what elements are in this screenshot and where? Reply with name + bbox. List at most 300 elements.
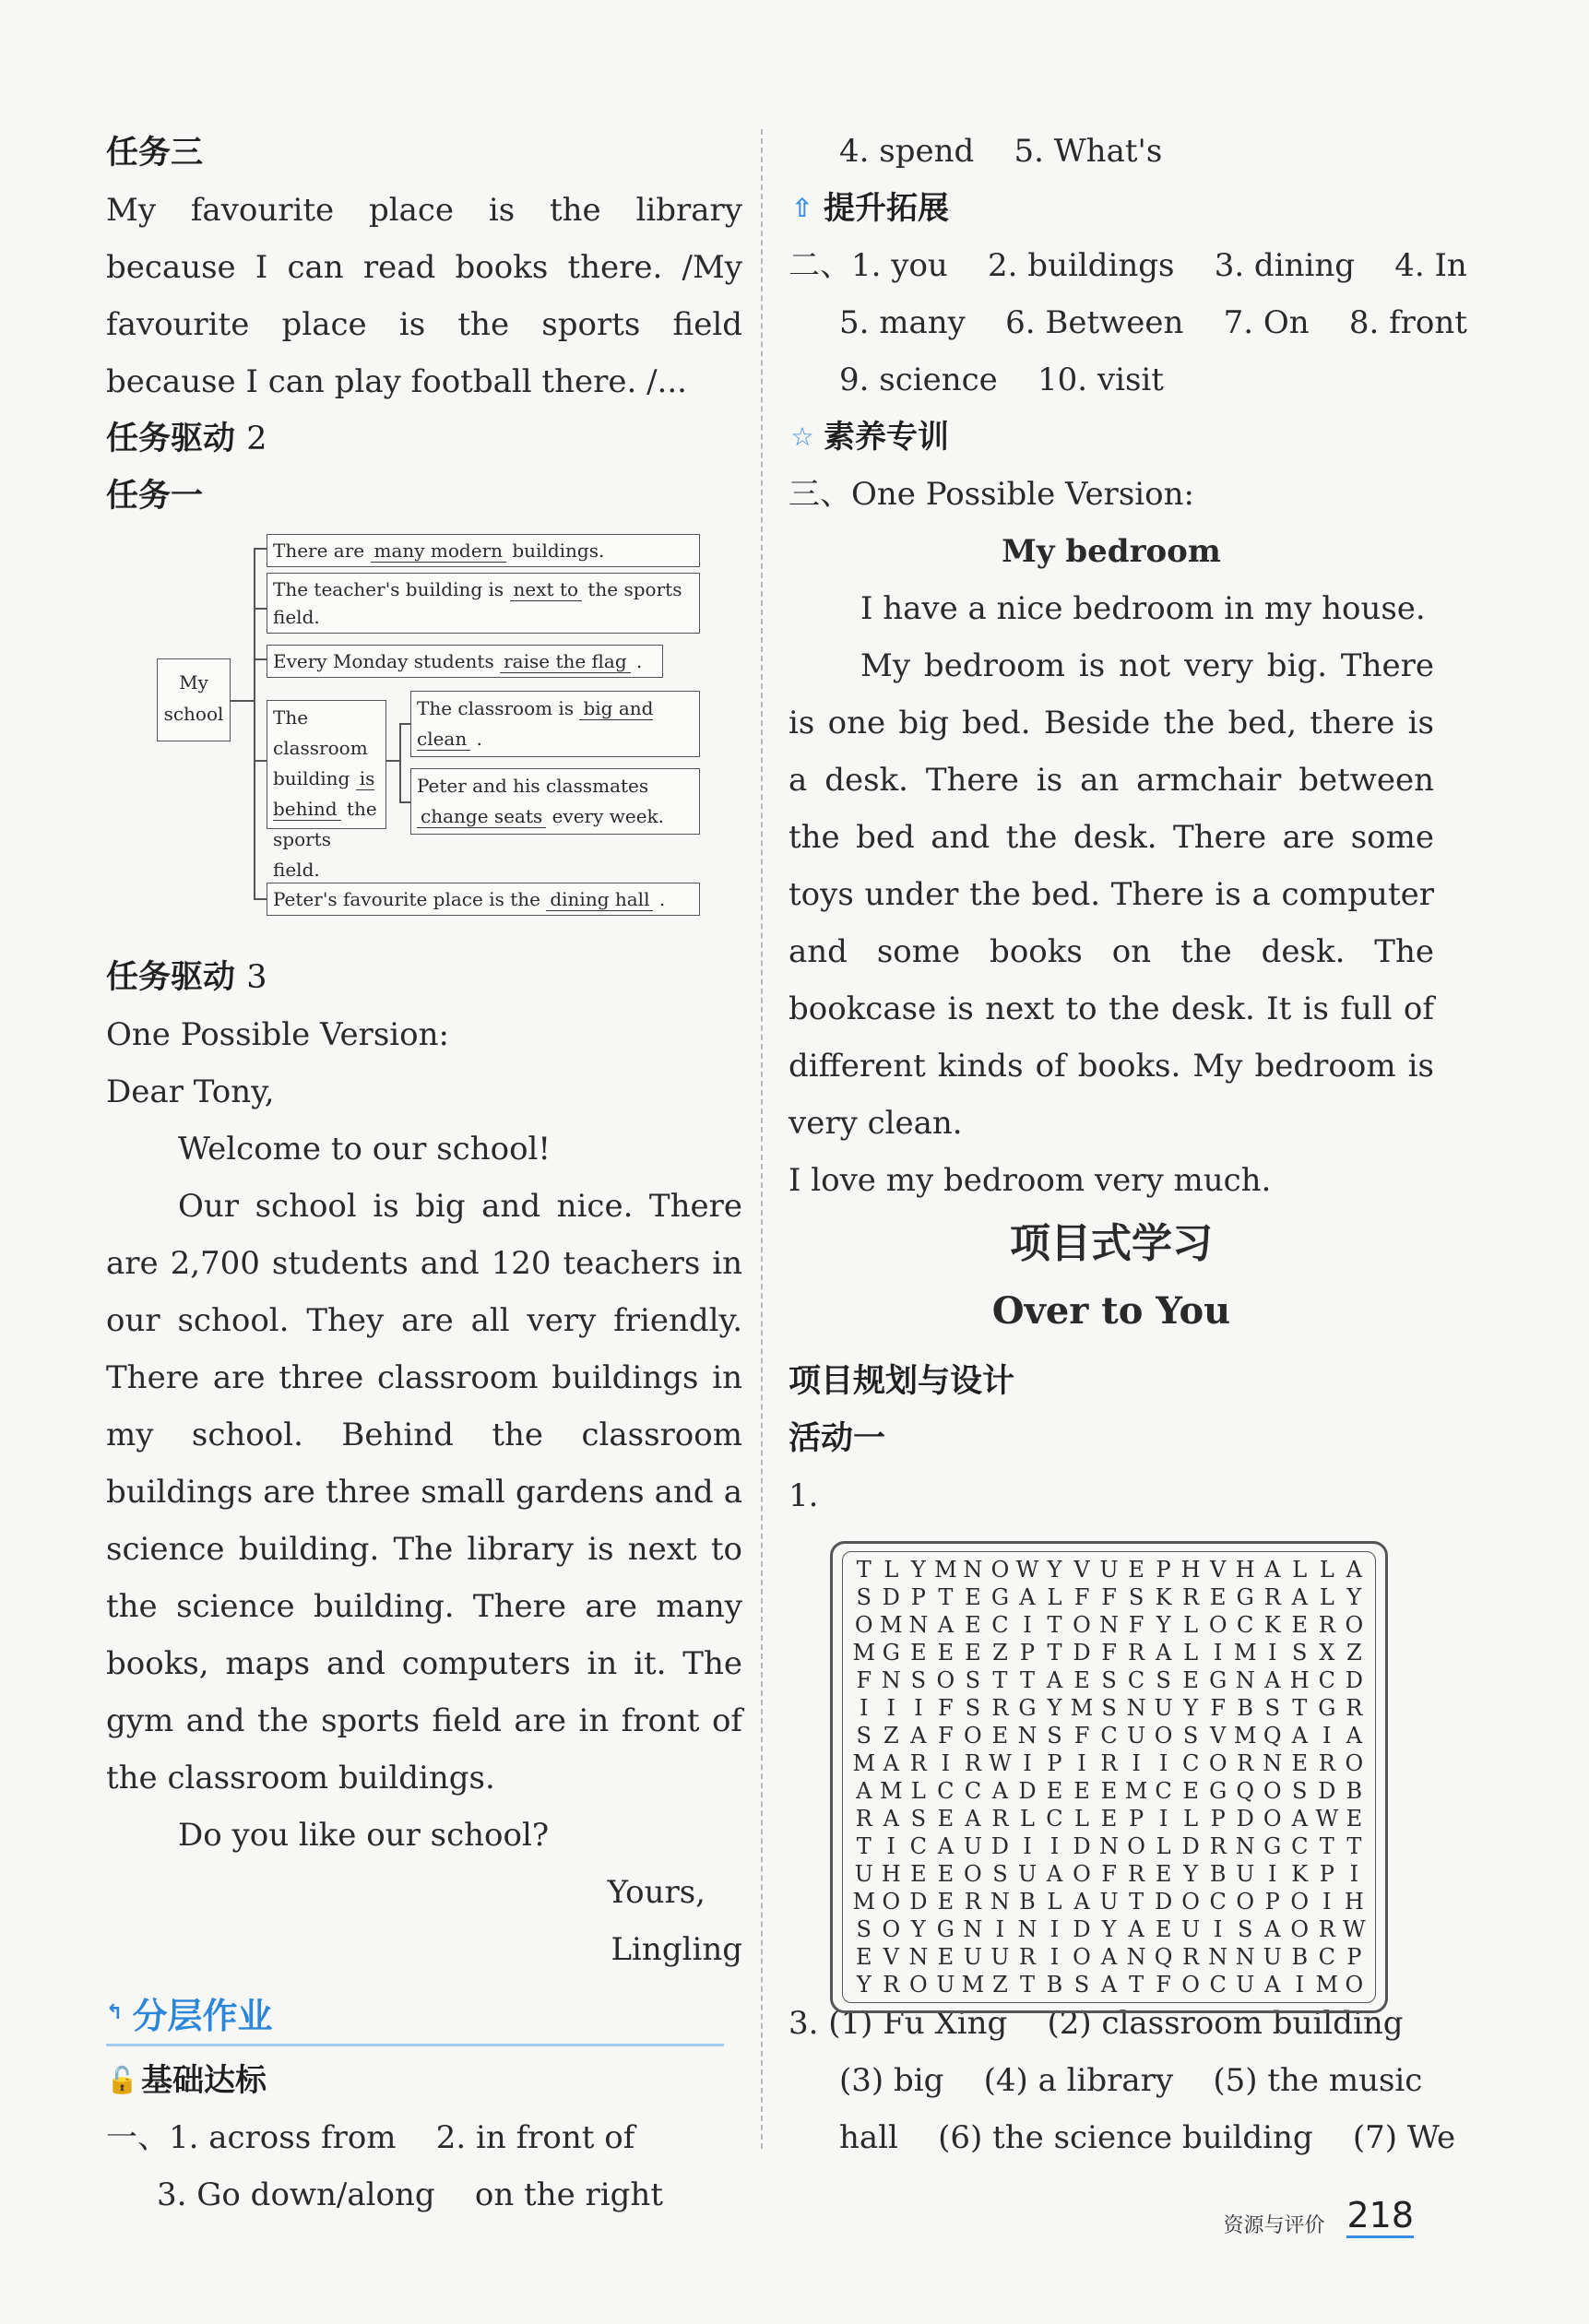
word-search-letter: T	[1129, 1972, 1144, 1998]
word-search-letter: O	[1345, 1612, 1364, 1638]
word-search-letter: F	[938, 1723, 954, 1749]
word-search-letter: M	[880, 1612, 903, 1638]
word-search-letter: V	[883, 1944, 899, 1970]
word-search-letter: R	[991, 1806, 1009, 1832]
mm-branch-3	[267, 645, 663, 678]
word-search-letter: F	[1101, 1640, 1117, 1666]
word-search-letter: O	[882, 1916, 901, 1942]
letter-body: Our school is big and nice. There are 2,700 students and 120 teachers in our school. They are all very friendly. There are three classroom buildings in my school. Behind the classroom buildings are three small gardens and a science building. The library is next to the science building. There are many books, maps and computers in it. The gym and the sports field are in front of the classroom buildings.	[106, 1188, 742, 1796]
mm-answer: raise the flag	[500, 650, 631, 673]
layered-homework-header	[106, 1987, 724, 2046]
word-search-letter: Y	[856, 1972, 872, 1998]
word-search-letter: L	[883, 1557, 899, 1583]
quality-title: 素养专训	[824, 419, 949, 456]
mm-center: My school	[157, 658, 231, 741]
word-search-letter: S	[856, 1584, 872, 1610]
word-search-letter: C	[1237, 1612, 1254, 1638]
word-search-letter: Q	[1236, 1778, 1255, 1804]
word-search-letter: O	[1236, 1889, 1255, 1915]
word-search-letter: E	[1182, 1778, 1199, 1804]
word-search-letter: Y	[1346, 1584, 1362, 1610]
word-search-letter: E	[1046, 1778, 1063, 1804]
word-search-letter: W	[989, 1750, 1012, 1776]
word-search-letter: K	[1263, 1612, 1281, 1638]
word-search-row	[850, 1749, 1368, 1777]
word-search-letter: H	[1235, 1557, 1255, 1583]
word-search-letter: U	[1099, 1557, 1119, 1583]
word-search-letter: R	[1318, 1750, 1335, 1776]
word-search-letter: E	[856, 1944, 872, 1970]
letter-welcome: Welcome to our school!	[178, 1131, 551, 1168]
word-search-letter: I	[1077, 1750, 1086, 1776]
word-search-letter: O	[1073, 1861, 1091, 1887]
word-search-letter: T	[856, 1557, 872, 1583]
mm-answer: big and clean	[417, 697, 654, 750]
word-search-letter: U	[854, 1861, 873, 1887]
answer-3-line-2: (3) big (4) a library (5) the music	[839, 2062, 1423, 2099]
word-search-letter: O	[1290, 1916, 1310, 1942]
mm-connector	[386, 760, 399, 762]
task1-heading: 任务一	[106, 478, 204, 515]
mm-text: There are	[273, 540, 365, 562]
mm-branch-5	[267, 883, 700, 916]
word-search-letter: Y	[910, 1916, 926, 1942]
word-search-letter: H	[881, 1861, 901, 1887]
word-search-letter: U	[1154, 1695, 1173, 1721]
word-search-letter: Z	[883, 1723, 899, 1749]
answer-1-line-1: 一、1. across from 2. in front of	[106, 2119, 635, 2156]
word-search-row	[850, 1915, 1368, 1943]
word-search-letter: L	[1074, 1806, 1089, 1832]
word-search-letter: F	[1156, 1972, 1171, 1998]
word-search-letter: O	[1345, 1750, 1364, 1776]
layered-icon: ↰	[106, 2001, 124, 2024]
word-search-letter: R	[1318, 1916, 1335, 1942]
word-search-row	[850, 1832, 1368, 1860]
word-search-letter: O	[936, 1667, 955, 1693]
word-search-letter: L	[1183, 1806, 1199, 1832]
word-search-letter: A	[1019, 1584, 1036, 1610]
answer-2-line-1: 二、1. you 2. buildings 3. dining 4. In	[789, 247, 1467, 284]
word-search-letter: P	[1346, 1944, 1362, 1970]
word-search-letter: I	[860, 1695, 869, 1721]
word-search-letter: T	[1346, 1833, 1362, 1859]
mm-text: The classroom building	[273, 706, 368, 789]
word-search-letter: A	[965, 1806, 981, 1832]
word-search-letter: Q	[1154, 1944, 1173, 1970]
mm-trunk	[254, 548, 255, 898]
word-search-letter: Y	[1047, 1557, 1062, 1583]
word-search-letter: S	[1292, 1640, 1308, 1666]
word-search-letter: M	[1070, 1695, 1094, 1721]
word-search-letter: S	[1182, 1723, 1199, 1749]
word-search-letter: B	[1019, 1889, 1036, 1915]
word-search-letter: E	[1073, 1778, 1090, 1804]
q1-number: 1.	[789, 1477, 819, 1514]
essay-p3: I love my bedroom very much.	[789, 1162, 1272, 1199]
word-search-letter: G	[1209, 1667, 1227, 1693]
word-search-letter: E	[965, 1584, 981, 1610]
word-search-letter: N	[1263, 1750, 1283, 1776]
word-search-letter: O	[1263, 1806, 1282, 1832]
word-search-letter: Z	[992, 1640, 1008, 1666]
word-search-letter: Y	[1047, 1695, 1062, 1721]
word-search-letter: A	[910, 1723, 927, 1749]
word-search-letter: N	[1099, 1612, 1120, 1638]
mm-connector	[254, 608, 267, 610]
word-search-letter: I	[1267, 1861, 1277, 1887]
word-search-letter: G	[1236, 1584, 1254, 1610]
word-search-letter: P	[1156, 1557, 1171, 1583]
school-mind-map	[106, 525, 742, 949]
word-search-letter: O	[854, 1612, 873, 1638]
word-search-letter: R	[1128, 1640, 1145, 1666]
word-search-letter: A	[1073, 1889, 1090, 1915]
word-search-letter: A	[1046, 1861, 1063, 1887]
word-search-letter: I	[1349, 1861, 1359, 1887]
plan-heading: 项目规划与设计	[789, 1363, 1015, 1400]
word-search-letter: F	[1101, 1584, 1117, 1610]
word-search-letter: A	[883, 1806, 899, 1832]
word-search-letter: A	[1155, 1640, 1172, 1666]
word-search-letter: G	[1018, 1695, 1037, 1721]
column-divider	[761, 129, 763, 2149]
task3-heading: 任务三	[106, 135, 204, 172]
word-search-letter: V	[1210, 1723, 1227, 1749]
word-search-letter: M	[1233, 1723, 1257, 1749]
word-search-letter: K	[1291, 1861, 1309, 1887]
word-search-letter: Y	[910, 1557, 926, 1583]
letter-version: One Possible Version:	[106, 1016, 449, 1053]
word-search-letter: I	[1322, 1889, 1332, 1915]
drive3-number: 3	[246, 959, 267, 996]
word-search-letter: R	[1346, 1695, 1363, 1721]
word-search-letter: G	[1263, 1833, 1282, 1859]
word-search-letter: E	[937, 1806, 955, 1832]
mm-text: .	[658, 888, 666, 910]
word-search-letter: E	[910, 1640, 927, 1666]
word-search-letter: N	[881, 1667, 901, 1693]
word-search-letter: U	[1263, 1944, 1282, 1970]
word-search-letter: N	[1126, 1944, 1146, 1970]
word-search-letter: U	[1236, 1972, 1255, 1998]
word-search-row	[850, 1556, 1368, 1583]
word-search-letter: C	[1181, 1750, 1200, 1776]
word-search-letter: E	[937, 1640, 955, 1666]
mm-answer: dining hall	[546, 888, 653, 911]
word-search-letter: N	[963, 1557, 983, 1583]
word-search-letter: I	[886, 1695, 896, 1721]
word-search-letter: U	[1017, 1861, 1038, 1887]
word-search-letter: G	[990, 1584, 1009, 1610]
word-search-letter: M	[852, 1750, 876, 1776]
word-search-letter: W	[1315, 1806, 1339, 1832]
word-search-letter: A	[991, 1778, 1009, 1804]
word-search-letter: O	[1154, 1723, 1173, 1749]
word-search-letter: P	[1210, 1806, 1226, 1832]
mm-branch-4	[267, 700, 386, 881]
word-search-letter: C	[1209, 1972, 1227, 1998]
word-search-letter: O	[964, 1723, 982, 1749]
answer-cont: 4. spend 5. What's	[839, 133, 1163, 170]
word-search-letter: C	[1155, 1778, 1172, 1804]
project-subtitle: Over to You	[991, 1289, 1231, 1333]
word-search-letter: I	[1213, 1640, 1223, 1666]
word-search-letter: A	[1291, 1584, 1308, 1610]
word-search-letter: I	[1049, 1916, 1060, 1942]
word-search-letter: L	[910, 1778, 926, 1804]
word-search-letter: V	[1073, 1557, 1090, 1583]
word-search-letter: R	[1100, 1750, 1118, 1776]
word-search-letter: I	[1049, 1833, 1060, 1859]
word-search-letter: E	[991, 1723, 1009, 1749]
quality-section-header	[789, 409, 1434, 466]
mm-answer: many modern	[371, 540, 507, 563]
word-search-letter: O	[964, 1861, 982, 1887]
word-search-letter: A	[937, 1612, 955, 1638]
word-search-letter: O	[1073, 1944, 1091, 1970]
word-search-letter: G	[1209, 1778, 1227, 1804]
word-search-letter: F	[1073, 1584, 1090, 1610]
word-search-letter: I	[1267, 1640, 1277, 1666]
word-search-letter: N	[908, 1612, 929, 1638]
word-search-letter: L	[1156, 1833, 1171, 1859]
mm-connector	[254, 658, 267, 660]
word-search-letter: O	[1181, 1972, 1200, 1998]
word-search-letter: E	[965, 1612, 981, 1638]
word-search-letter: D	[990, 1833, 1010, 1859]
letter-closing: Yours,	[607, 1874, 706, 1911]
word-search-letter: M	[961, 1972, 985, 1998]
word-search-letter: C	[909, 1833, 928, 1859]
word-search-letter: N	[1208, 1944, 1228, 1970]
word-search-letter: R	[1182, 1944, 1200, 1970]
word-search-letter: X	[1319, 1640, 1335, 1666]
basic-title: 基础达标	[141, 2062, 267, 2099]
word-search-letter: L	[1319, 1557, 1334, 1583]
mm-connector	[399, 801, 410, 803]
letter-question: Do you like our school?	[178, 1817, 550, 1854]
word-search-letter: T	[1129, 1889, 1144, 1915]
word-search-letter: S	[910, 1806, 927, 1832]
word-search-letter: M	[1233, 1640, 1257, 1666]
essay-p2: My bedroom is not very big. There is one big bed. Beside the bed, there is a desk. There is an armchair between the bed and the desk. There are some toys under the bed. There is a computer and some books on the desk. The bookcase is next to the desk. It is full of different kinds of books. My bedroom is very clean.	[789, 647, 1434, 1142]
mm-connector	[254, 760, 267, 762]
word-search-row	[850, 1943, 1368, 1971]
word-search-row	[850, 1888, 1368, 1915]
word-search-letter: Q	[1263, 1723, 1282, 1749]
word-search-letter: E	[910, 1861, 927, 1887]
word-search-letter: R	[1018, 1944, 1036, 1970]
word-search-letter: L	[1319, 1584, 1334, 1610]
drive2-heading	[106, 410, 742, 468]
mm-branch-1	[267, 534, 700, 567]
word-search-letter: L	[1019, 1806, 1035, 1832]
word-search-letter: A	[1346, 1723, 1362, 1749]
word-search-letter: W	[1342, 1916, 1366, 1942]
word-search-letter: U	[963, 1833, 982, 1859]
word-search-letter: N	[1235, 1667, 1255, 1693]
word-search-letter: N	[1017, 1916, 1038, 1942]
answer-3-line-1: 3. (1) Fu Xing (2) classroom building	[789, 2005, 1404, 2042]
answer-2-line-3: 9. science 10. visit	[839, 362, 1164, 398]
word-search-letter: L	[1183, 1640, 1199, 1666]
word-search-letter: G	[882, 1640, 900, 1666]
word-search-row	[850, 1860, 1368, 1888]
mm-text: The teacher's building is	[273, 578, 504, 600]
word-search-letter: S	[910, 1667, 927, 1693]
word-search-letter: U	[963, 1944, 982, 1970]
word-search-letter: E	[1155, 1861, 1172, 1887]
left-column	[106, 125, 742, 2223]
word-search-grid	[842, 1551, 1376, 2003]
word-search-letter: C	[991, 1612, 1009, 1638]
word-search-letter: L	[1183, 1612, 1199, 1638]
arrow-up-icon: ⇧	[791, 193, 813, 223]
word-search-row	[850, 1639, 1368, 1666]
word-search-letter: A	[1291, 1806, 1308, 1832]
word-search-letter: C	[1100, 1723, 1118, 1749]
word-search-letter: R	[883, 1972, 900, 1998]
word-search-letter: O	[1208, 1750, 1227, 1776]
word-search-letter: I	[995, 1916, 1005, 1942]
word-search-letter: G	[936, 1916, 955, 1942]
word-search-letter: N	[990, 1889, 1010, 1915]
word-search-letter: D	[1073, 1916, 1091, 1942]
word-search-letter: B	[1209, 1861, 1227, 1887]
word-search-letter: I	[1158, 1806, 1168, 1832]
mm-text: Peter and his classmates	[417, 775, 649, 797]
word-search-letter: I	[1158, 1750, 1168, 1776]
word-search-letter: F	[856, 1667, 872, 1693]
answer-2-line-2: 5. many 6. Between 7. On 8. front	[839, 304, 1467, 341]
word-search-letter: O	[1073, 1612, 1091, 1638]
footer-label: 资源与评价	[1223, 2214, 1325, 2237]
word-search	[789, 1524, 1366, 1998]
word-search-letter: M	[852, 1889, 876, 1915]
word-search-letter: S	[1264, 1695, 1280, 1721]
word-search-letter: P	[1129, 1806, 1144, 1832]
word-search-letter: S	[1237, 1916, 1253, 1942]
word-search-row	[850, 1611, 1368, 1639]
word-search-letter: I	[941, 1750, 951, 1776]
word-search-letter: R	[964, 1889, 981, 1915]
word-search-letter: S	[1156, 1667, 1171, 1693]
word-search-letter: N	[1099, 1833, 1120, 1859]
drive2-number: 2	[246, 421, 267, 457]
mm-connector	[399, 723, 410, 725]
word-search-letter: D	[1345, 1667, 1363, 1693]
word-search-letter: O	[1127, 1833, 1145, 1859]
word-search-letter: E	[1128, 1557, 1144, 1583]
mm-connector	[254, 898, 267, 900]
word-search-letter: A	[1128, 1916, 1144, 1942]
word-search-letter: T	[856, 1833, 872, 1859]
word-search-letter: Y	[1183, 1695, 1199, 1721]
word-search-letter: S	[856, 1723, 872, 1749]
word-search-letter: R	[855, 1806, 872, 1832]
word-search-letter: P	[1047, 1750, 1062, 1776]
mm-text: buildings.	[512, 540, 605, 562]
mm-answer: next to	[510, 578, 582, 601]
word-search-letter: C	[1318, 1944, 1335, 1970]
right-column	[789, 123, 1467, 2166]
mm-text: .	[635, 650, 643, 672]
word-search-letter: D	[1236, 1806, 1254, 1832]
letter-name: Lingling	[611, 1931, 742, 1968]
word-search-row	[850, 1722, 1368, 1749]
word-search-letter: T	[1019, 1972, 1035, 1998]
word-search-row	[850, 1805, 1368, 1832]
word-search-row	[850, 1583, 1368, 1611]
word-search-letter: U	[936, 1972, 955, 1998]
word-search-letter: E	[937, 1861, 955, 1887]
mm-text: every week.	[551, 805, 665, 827]
word-search-letter: I	[1295, 1972, 1304, 1998]
word-search-letter: P	[1319, 1861, 1334, 1887]
word-search-letter: O	[1290, 1889, 1310, 1915]
mm-answer: change seats	[417, 805, 546, 828]
word-search-letter: T	[1019, 1667, 1035, 1693]
word-search-letter: O	[908, 1972, 928, 1998]
word-search-letter: O	[1181, 1889, 1200, 1915]
word-search-letter: C	[1127, 1667, 1145, 1693]
word-search-letter: U	[990, 1944, 1010, 1970]
word-search-letter: R	[1237, 1750, 1254, 1776]
word-search-letter: M	[934, 1557, 957, 1583]
word-search-letter: U	[1099, 1889, 1119, 1915]
word-search-letter: M	[1315, 1972, 1339, 1998]
answer-1-line-2: 3. Go down/along on the right	[157, 2176, 663, 2213]
mm-answer: is behind	[273, 767, 375, 820]
essay-title: My bedroom	[1002, 533, 1221, 570]
word-search-frame	[830, 1541, 1388, 2013]
word-search-letter: S	[1101, 1695, 1117, 1721]
word-search-letter: C	[1209, 1889, 1227, 1915]
word-search-letter: A	[1264, 1916, 1281, 1942]
page-footer	[1223, 2195, 1414, 2238]
word-search-letter: R	[1209, 1833, 1227, 1859]
word-search-letter: R	[1318, 1612, 1335, 1638]
word-search-letter: C	[1046, 1806, 1063, 1832]
word-search-letter: N	[1235, 1944, 1255, 1970]
word-search-letter: H	[1180, 1557, 1201, 1583]
word-search-letter: M	[880, 1778, 903, 1804]
word-search-letter: I	[1023, 1833, 1032, 1859]
word-search-letter: E	[1100, 1806, 1118, 1832]
word-search-letter: A	[883, 1750, 899, 1776]
mm-text: Every Monday students	[273, 650, 494, 672]
word-search-letter: C	[1318, 1667, 1335, 1693]
word-search-letter: O	[1208, 1612, 1227, 1638]
word-search-letter: D	[909, 1889, 928, 1915]
extend-section-header	[789, 180, 1434, 237]
mm-sub-trunk	[399, 723, 401, 801]
word-search-letter: E	[1291, 1612, 1309, 1638]
word-search-letter: B	[1346, 1778, 1363, 1804]
word-search-letter: R	[1263, 1584, 1281, 1610]
word-search-letter: T	[1047, 1612, 1062, 1638]
word-search-letter: I	[886, 1833, 896, 1859]
word-search-letter: A	[1346, 1557, 1362, 1583]
word-search-letter: U	[1181, 1916, 1201, 1942]
word-search-row	[850, 1694, 1368, 1722]
word-search-letter: I	[1023, 1612, 1032, 1638]
word-search-letter: R	[1182, 1584, 1200, 1610]
word-search-letter: S	[992, 1861, 1008, 1887]
word-search-letter: Z	[1346, 1640, 1362, 1666]
mm-text: .	[476, 728, 482, 750]
